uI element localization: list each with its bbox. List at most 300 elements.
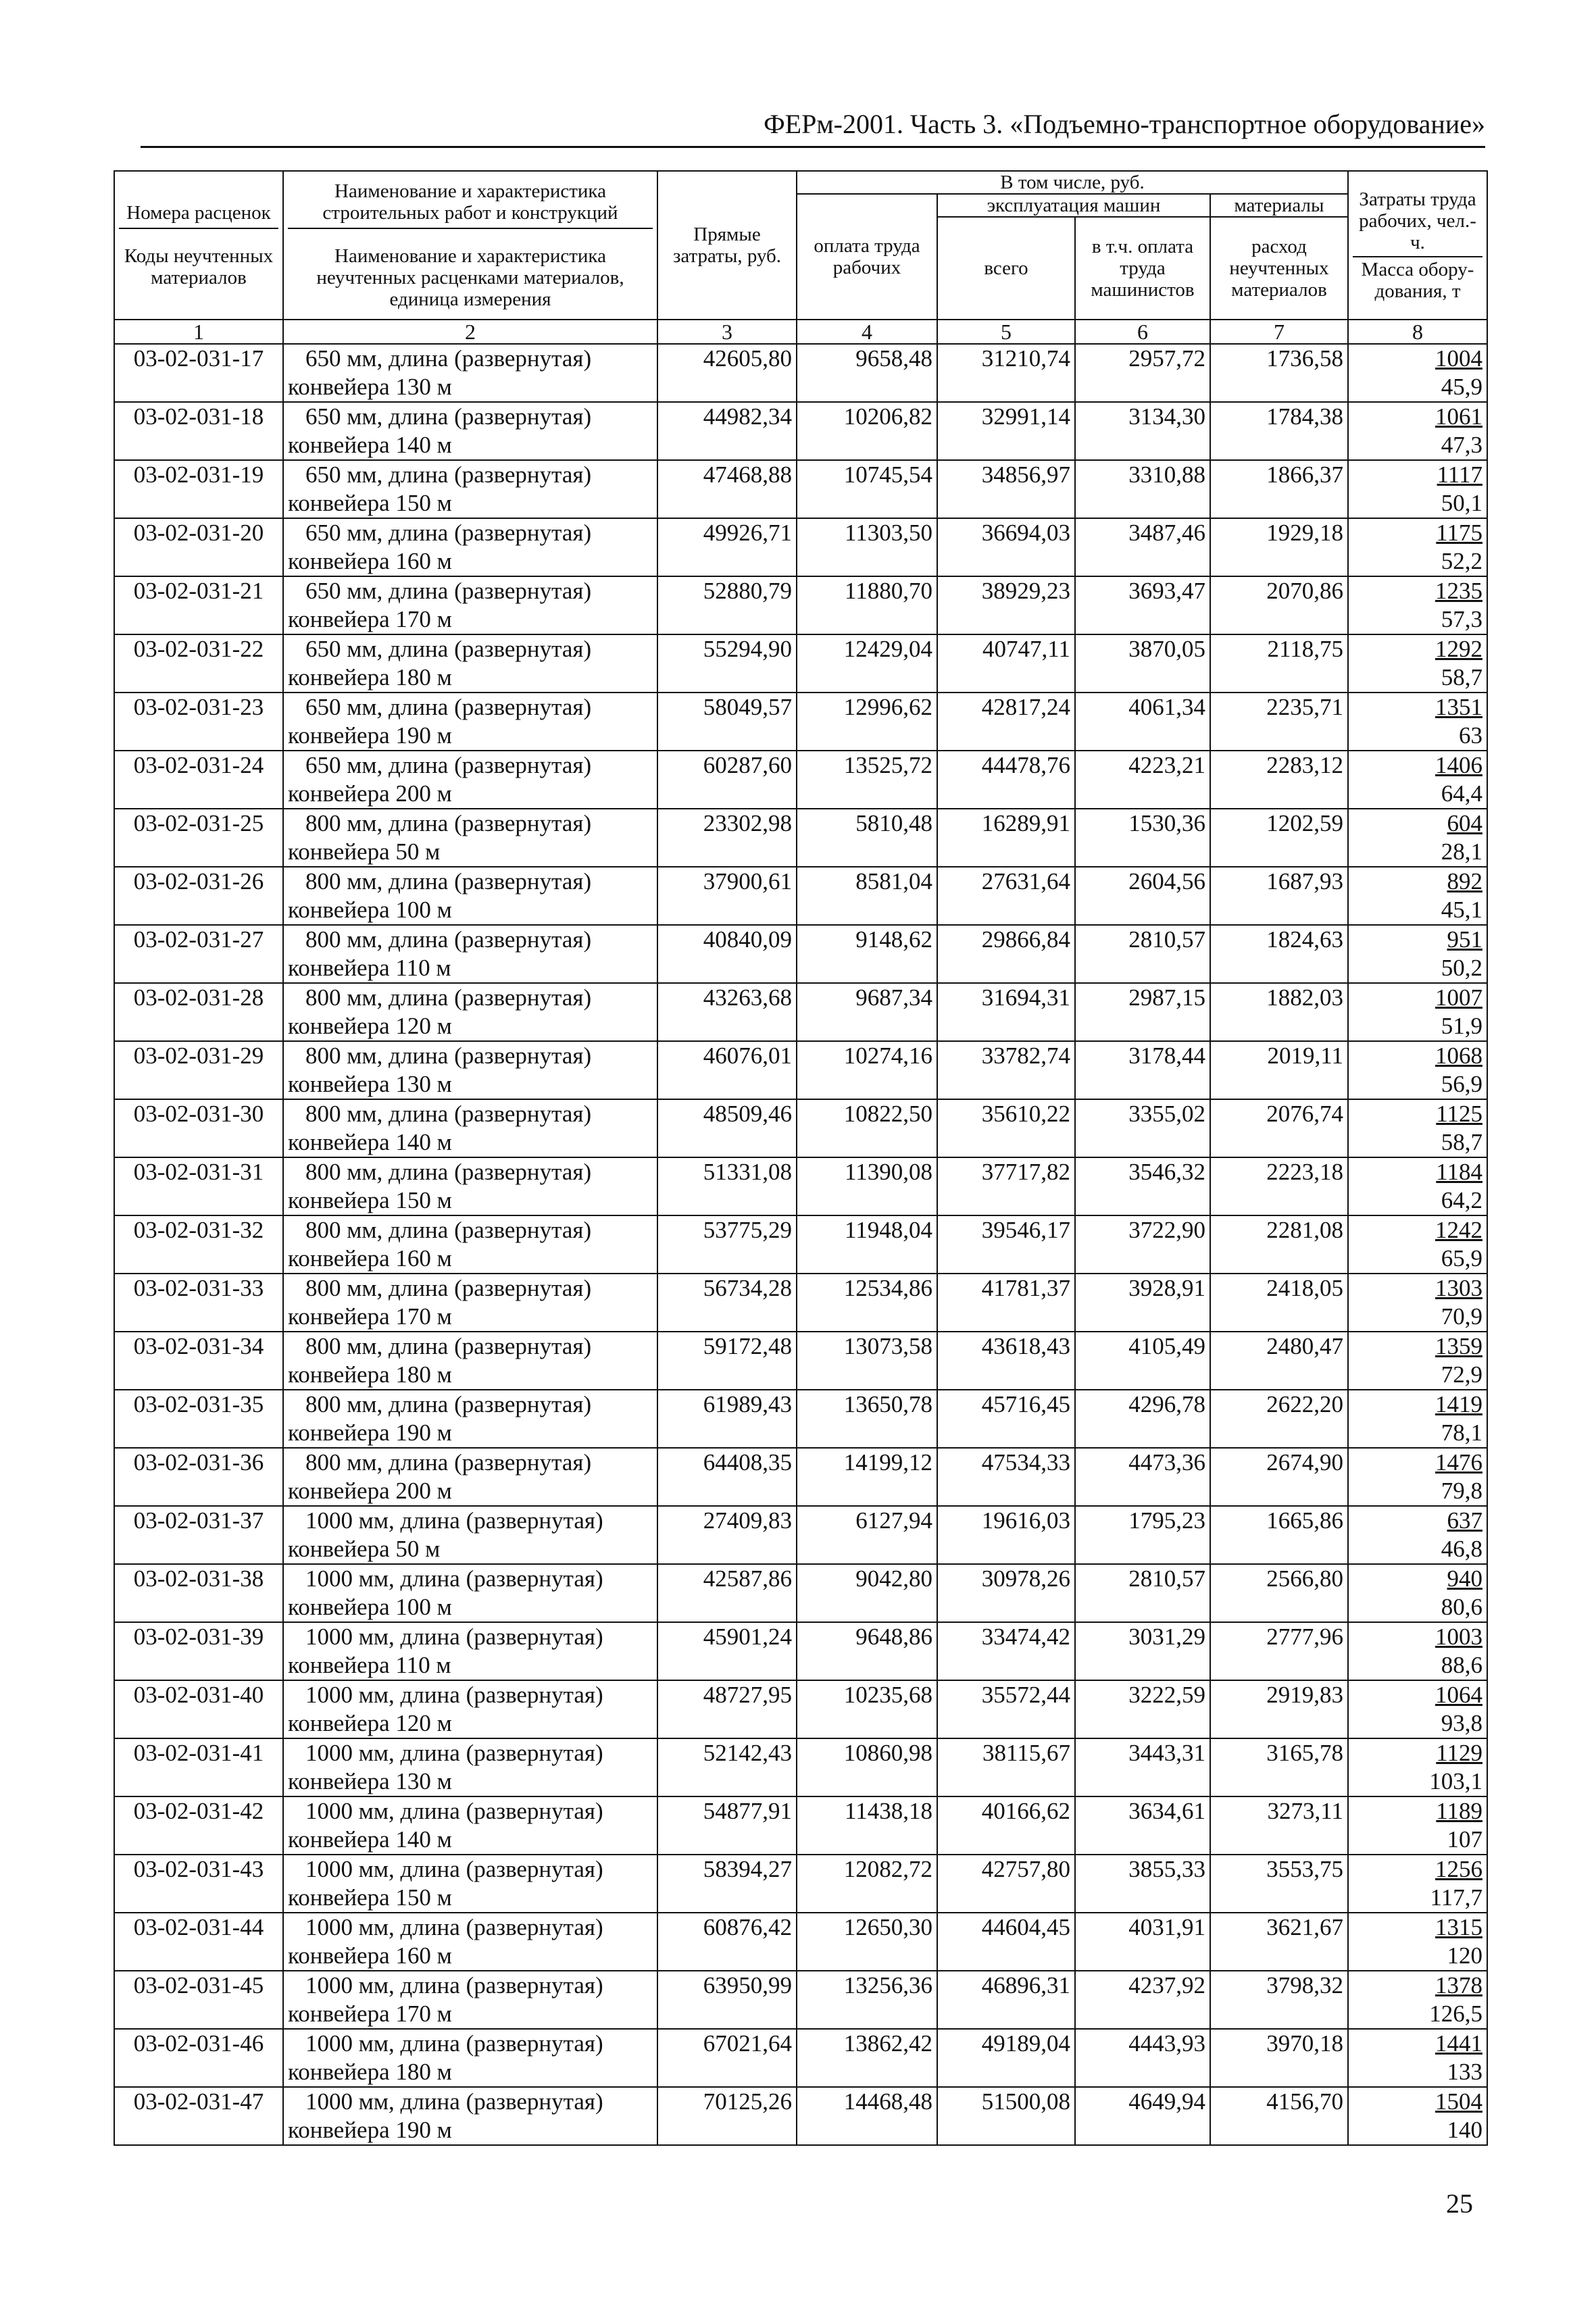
materials-cost: 1687,93 [1210,867,1348,925]
labor-hours: 1256 [1435,1856,1482,1882]
work-description-line1: 1000 мм, длина (развернутая) [305,1507,603,1534]
machinists-pay: 3722,90 [1075,1215,1210,1274]
work-description [283,1564,657,1622]
labor-and-mass [1348,1680,1487,1738]
rate-code: 03-02-031-39 [114,1622,283,1680]
rate-code: 03-02-031-22 [114,634,283,693]
materials-cost: 1824,63 [1210,925,1348,983]
machines-total: 31694,31 [937,983,1075,1041]
labor-and-mass [1348,1274,1487,1332]
work-description [283,1506,657,1564]
equipment-mass: 50,2 [1441,955,1482,981]
work-description [283,693,657,751]
page-header-title: ФЕРм-2001. Часть 3. «Подъемно-транспортное оборудование» [141,108,1485,148]
labor-hours: 1378 [1435,1972,1482,1998]
labor-hours: 1125 [1436,1101,1482,1127]
machinists-pay: 3928,91 [1075,1274,1210,1332]
work-description-line2: конвейера 100 м [288,897,452,923]
materials-cost: 1882,03 [1210,983,1348,1041]
work-description-line2: конвейера 150 м [288,1884,452,1911]
equipment-mass: 64,2 [1441,1187,1482,1213]
labor-pay: 10206,82 [797,402,937,460]
machinists-pay: 4649,94 [1075,2087,1210,2145]
labor-pay: 13650,78 [797,1390,937,1448]
work-description-line1: 1000 мм, длина (развернутая) [305,1914,603,1940]
machines-total: 51500,08 [937,2087,1075,2145]
header-labor-hours: Затраты труда рабочих, чел.-ч. [1359,188,1476,253]
work-description [283,1215,657,1274]
equipment-mass: 93,8 [1441,1710,1482,1736]
direct-costs: 37900,61 [657,867,797,925]
work-description [283,1796,657,1855]
labor-and-mass [1348,1448,1487,1506]
work-description [283,1680,657,1738]
machines-total: 42817,24 [937,693,1075,751]
machines-total: 40166,62 [937,1796,1075,1855]
labor-and-mass [1348,1796,1487,1855]
labor-pay: 12429,04 [797,634,937,693]
work-description-line1: 650 мм, длина (развернутая) [305,461,592,488]
equipment-mass: 58,7 [1441,1129,1482,1155]
work-description-line2: конвейера 120 м [288,1013,452,1039]
work-description-line2: конвейера 50 м [288,1536,441,1562]
labor-hours: 1315 [1435,1914,1482,1940]
work-description [283,1157,657,1215]
table-row [114,576,1487,634]
table-row [114,809,1487,867]
machinists-pay: 3693,47 [1075,576,1210,634]
machinists-pay: 3031,29 [1075,1622,1210,1680]
rate-code: 03-02-031-36 [114,1448,283,1506]
direct-costs: 45901,24 [657,1622,797,1680]
equipment-mass: 50,1 [1441,490,1482,516]
labor-pay: 11438,18 [797,1796,937,1855]
work-description-line2: конвейера 130 м [288,374,452,400]
work-description-line1: 650 мм, длина (развернутая) [305,403,592,430]
rate-code: 03-02-031-33 [114,1274,283,1332]
rate-code: 03-02-031-17 [114,344,283,402]
labor-hours: 951 [1447,926,1482,953]
rate-code: 03-02-031-47 [114,2087,283,2145]
equipment-mass: 65,9 [1441,1245,1482,1272]
equipment-mass: 103,1 [1429,1768,1482,1794]
direct-costs: 42587,86 [657,1564,797,1622]
direct-costs: 53775,29 [657,1215,797,1274]
rate-code: 03-02-031-41 [114,1738,283,1796]
header-incl-group: В том числе, руб. [797,171,1348,194]
table-row [114,751,1487,809]
direct-costs: 48509,46 [657,1099,797,1157]
labor-and-mass [1348,1971,1487,2029]
work-description [283,2029,657,2087]
materials-cost: 4156,70 [1210,2087,1348,2145]
materials-cost: 1784,38 [1210,402,1348,460]
machines-total: 33782,74 [937,1041,1075,1099]
machines-total: 42757,80 [937,1855,1075,1913]
machinists-pay: 3222,59 [1075,1680,1210,1738]
page-number: 25 [1446,2188,1473,2219]
work-description-line1: 650 мм, длина (развернутая) [305,578,592,604]
equipment-mass: 80,6 [1441,1594,1482,1620]
table-row [114,1041,1487,1099]
rate-code: 03-02-031-32 [114,1215,283,1274]
work-description-line2: конвейера 100 м [288,1594,452,1620]
work-description-line1: 650 мм, длина (развернутая) [305,694,592,720]
direct-costs: 46076,01 [657,1041,797,1099]
direct-costs: 64408,35 [657,1448,797,1506]
work-description [283,751,657,809]
table-row [114,1738,1487,1796]
materials-cost: 2418,05 [1210,1274,1348,1332]
labor-hours: 604 [1447,810,1482,836]
direct-costs: 63950,99 [657,1971,797,2029]
labor-and-mass [1348,460,1487,518]
equipment-mass: 126,5 [1429,2001,1482,2027]
work-description-line2: конвейера 130 м [288,1071,452,1097]
rate-code: 03-02-031-25 [114,809,283,867]
labor-pay: 11303,50 [797,518,937,576]
machinists-pay: 3855,33 [1075,1855,1210,1913]
machines-total: 31210,74 [937,344,1075,402]
header-machines-total: всего [937,217,1075,320]
work-description [283,983,657,1041]
materials-cost: 2566,80 [1210,1564,1348,1622]
equipment-mass: 88,6 [1441,1652,1482,1678]
labor-hours: 1406 [1435,752,1482,778]
direct-costs: 47468,88 [657,460,797,518]
materials-cost: 2480,47 [1210,1332,1348,1390]
direct-costs: 59172,48 [657,1332,797,1390]
labor-pay: 5810,48 [797,809,937,867]
machinists-pay: 3355,02 [1075,1099,1210,1157]
direct-costs: 55294,90 [657,634,797,693]
labor-hours: 1004 [1435,345,1482,372]
table-header [114,171,1487,344]
labor-and-mass [1348,925,1487,983]
work-description-line2: конвейера 50 м [288,838,441,865]
labor-hours: 1189 [1436,1798,1482,1824]
labor-hours: 940 [1447,1565,1482,1592]
direct-costs: 58049,57 [657,693,797,751]
labor-pay: 10860,98 [797,1738,937,1796]
labor-and-mass [1348,2029,1487,2087]
machinists-pay: 4061,34 [1075,693,1210,751]
materials-cost: 3970,18 [1210,2029,1348,2087]
machines-total: 29866,84 [937,925,1075,983]
labor-hours: 1003 [1435,1624,1482,1650]
labor-pay: 9148,62 [797,925,937,983]
rate-code: 03-02-031-26 [114,867,283,925]
materials-cost: 3165,78 [1210,1738,1348,1796]
work-description-line1: 800 мм, длина (развернутая) [305,868,592,895]
rates-table [114,170,1488,2146]
work-description [283,1390,657,1448]
direct-costs: 56734,28 [657,1274,797,1332]
table-row [114,1680,1487,1738]
direct-costs: 43263,68 [657,983,797,1041]
labor-and-mass [1348,518,1487,576]
work-description-line2: конвейера 140 м [288,1129,452,1155]
direct-costs: 60876,42 [657,1913,797,1971]
machines-total: 46896,31 [937,1971,1075,2029]
direct-costs: 44982,34 [657,402,797,460]
work-description [283,1971,657,2029]
labor-and-mass [1348,402,1487,460]
direct-costs: 52880,79 [657,576,797,634]
direct-costs: 58394,27 [657,1855,797,1913]
materials-cost: 3621,67 [1210,1913,1348,1971]
machines-total: 38929,23 [937,576,1075,634]
machinists-pay: 1530,36 [1075,809,1210,867]
table-row [114,634,1487,693]
materials-cost: 1736,58 [1210,344,1348,402]
rate-code: 03-02-031-27 [114,925,283,983]
labor-pay: 8581,04 [797,867,937,925]
header-rate-numbers: Номера расценок [119,202,278,229]
work-description-line2: конвейера 160 м [288,1942,452,1969]
labor-hours: 1007 [1435,984,1482,1011]
materials-cost: 1665,86 [1210,1506,1348,1564]
machines-total: 36694,03 [937,518,1075,576]
machinists-pay: 3178,44 [1075,1041,1210,1099]
labor-hours: 1351 [1435,694,1482,720]
work-description [283,1855,657,1913]
rate-code: 03-02-031-31 [114,1157,283,1215]
work-description-line2: конвейера 200 м [288,1478,452,1504]
machinists-pay: 3546,32 [1075,1157,1210,1215]
direct-costs: 52142,43 [657,1738,797,1796]
work-description-line2: конвейера 190 м [288,1419,452,1446]
equipment-mass: 117,7 [1430,1884,1482,1911]
labor-and-mass [1348,1157,1487,1215]
labor-hours: 1129 [1436,1740,1482,1766]
equipment-mass: 47,3 [1441,432,1482,458]
work-description [283,2087,657,2145]
rate-code: 03-02-031-34 [114,1332,283,1390]
work-description-line1: 1000 мм, длина (развернутая) [305,1972,603,1998]
labor-pay: 12534,86 [797,1274,937,1332]
labor-and-mass [1348,1215,1487,1274]
direct-costs: 49926,71 [657,518,797,576]
table-row [114,983,1487,1041]
machines-total: 37717,82 [937,1157,1075,1215]
work-description-line2: конвейера 180 м [288,2059,452,2085]
header-labor-pay: оплата труда рабочих [797,194,937,320]
machines-total: 35610,22 [937,1099,1075,1157]
column-number: 3 [657,320,797,344]
materials-cost: 2235,71 [1210,693,1348,751]
materials-cost: 3553,75 [1210,1855,1348,1913]
direct-costs: 70125,26 [657,2087,797,2145]
work-description-line2: конвейера 180 м [288,1361,452,1388]
labor-pay: 9658,48 [797,344,937,402]
rate-code: 03-02-031-29 [114,1041,283,1099]
labor-hours: 1068 [1435,1042,1482,1069]
work-description-line1: 650 мм, длина (развернутая) [305,520,592,546]
labor-and-mass [1348,2087,1487,2145]
labor-pay: 9648,86 [797,1622,937,1680]
work-description [283,809,657,867]
equipment-mass: 28,1 [1441,838,1482,865]
labor-pay: 11948,04 [797,1215,937,1274]
machinists-pay: 2810,57 [1075,1564,1210,1622]
labor-and-mass [1348,867,1487,925]
materials-cost: 1929,18 [1210,518,1348,576]
labor-hours: 1441 [1435,2030,1482,2057]
work-description-line2: конвейера 160 м [288,548,452,574]
labor-and-mass [1348,1913,1487,1971]
table-row [114,1157,1487,1215]
table-row [114,2087,1487,2145]
table-row [114,460,1487,518]
direct-costs: 42605,80 [657,344,797,402]
work-description [283,344,657,402]
work-description-line1: 650 мм, длина (развернутая) [305,636,592,662]
work-description-line2: конвейера 120 м [288,1710,452,1736]
header-names [283,171,657,320]
labor-pay: 10822,50 [797,1099,937,1157]
table-row [114,2029,1487,2087]
machinists-pay: 3634,61 [1075,1796,1210,1855]
machinists-pay: 2810,57 [1075,925,1210,983]
column-number: 5 [937,320,1075,344]
labor-and-mass [1348,1738,1487,1796]
direct-costs: 51331,08 [657,1157,797,1215]
work-description-line1: 1000 мм, длина (развернутая) [305,2030,603,2057]
labor-and-mass [1348,1332,1487,1390]
labor-hours: 1476 [1435,1449,1482,1476]
machinists-pay: 2604,56 [1075,867,1210,925]
header-direct-costs: Прямые затраты, руб. [657,171,797,320]
table-row [114,1332,1487,1390]
table-row [114,1390,1487,1448]
machinists-pay: 4443,93 [1075,2029,1210,2087]
work-description-line1: 800 мм, длина (развернутая) [305,1217,592,1243]
header-labor-mass [1348,171,1487,320]
labor-pay: 12082,72 [797,1855,937,1913]
work-description-line2: конвейера 170 м [288,1303,452,1330]
labor-hours: 892 [1447,868,1482,895]
labor-pay: 14468,48 [797,2087,937,2145]
materials-cost: 2919,83 [1210,1680,1348,1738]
work-description-line1: 1000 мм, длина (развернутая) [305,1624,603,1650]
labor-pay: 11390,08 [797,1157,937,1215]
table-row [114,402,1487,460]
rate-code: 03-02-031-35 [114,1390,283,1448]
materials-cost: 2281,08 [1210,1215,1348,1274]
table-row [114,1564,1487,1622]
machines-total: 30978,26 [937,1564,1075,1622]
header-material-codes: Коды неучтенных материалов [124,245,274,288]
materials-cost: 2223,18 [1210,1157,1348,1215]
machines-total: 47534,33 [937,1448,1075,1506]
labor-pay: 13256,36 [797,1971,937,2029]
work-description-line2: конвейера 140 м [288,432,452,458]
materials-cost: 2019,11 [1210,1041,1348,1099]
machines-total: 16289,91 [937,809,1075,867]
labor-pay: 13073,58 [797,1332,937,1390]
rate-code: 03-02-031-18 [114,402,283,460]
materials-cost: 3273,11 [1210,1796,1348,1855]
rate-code: 03-02-031-23 [114,693,283,751]
rate-code: 03-02-031-30 [114,1099,283,1157]
materials-cost: 2118,75 [1210,634,1348,693]
equipment-mass: 107 [1447,1826,1482,1853]
equipment-mass: 63 [1459,722,1482,749]
work-description-line1: 800 мм, длина (развернутая) [305,1101,592,1127]
labor-pay: 11880,70 [797,576,937,634]
equipment-mass: 133 [1447,2059,1482,2085]
header-codes [114,171,283,320]
machinists-pay: 4237,92 [1075,1971,1210,2029]
rate-code: 03-02-031-40 [114,1680,283,1738]
column-number: 2 [283,320,657,344]
work-description-line1: 800 мм, длина (развернутая) [305,984,592,1011]
direct-costs: 61989,43 [657,1390,797,1448]
work-description-line1: 800 мм, длина (развернутая) [305,1391,592,1417]
labor-and-mass [1348,1390,1487,1448]
machines-total: 40747,11 [937,634,1075,693]
machinists-pay: 4296,78 [1075,1390,1210,1448]
machines-total: 45716,45 [937,1390,1075,1448]
work-description-line1: 1000 мм, длина (развернутая) [305,2088,603,2115]
labor-and-mass [1348,1041,1487,1099]
equipment-mass: 72,9 [1441,1361,1482,1388]
rate-code: 03-02-031-43 [114,1855,283,1913]
work-description-line1: 650 мм, длина (развернутая) [305,345,592,372]
machinists-pay: 3487,46 [1075,518,1210,576]
work-description-line1: 1000 мм, длина (развернутая) [305,1740,603,1766]
direct-costs: 27409,83 [657,1506,797,1564]
equipment-mass: 79,8 [1441,1478,1482,1504]
labor-and-mass [1348,1564,1487,1622]
machines-total: 38115,67 [937,1738,1075,1796]
materials-cost: 2622,20 [1210,1390,1348,1448]
work-description-line2: конвейера 200 м [288,780,452,807]
work-description-line1: 1000 мм, длина (развернутая) [305,1856,603,1882]
work-description-line2: конвейера 140 м [288,1826,452,1853]
rate-code: 03-02-031-21 [114,576,283,634]
rate-code: 03-02-031-20 [114,518,283,576]
work-description-line1: 650 мм, длина (развернутая) [305,752,592,778]
labor-pay: 9687,34 [797,983,937,1041]
machines-total: 33474,42 [937,1622,1075,1680]
machinists-pay: 4473,36 [1075,1448,1210,1506]
rate-code: 03-02-031-46 [114,2029,283,2087]
work-description-line1: 800 мм, длина (развернутая) [305,926,592,953]
machines-total: 27631,64 [937,867,1075,925]
work-description-line1: 1000 мм, длина (развернутая) [305,1682,603,1708]
column-number-row [114,320,1487,344]
table-row [114,344,1487,402]
labor-and-mass [1348,576,1487,634]
machinists-pay: 4105,49 [1075,1332,1210,1390]
rate-code: 03-02-031-38 [114,1564,283,1622]
materials-cost: 1866,37 [1210,460,1348,518]
machinists-pay: 3134,30 [1075,402,1210,460]
labor-pay: 12650,30 [797,1913,937,1971]
header-equipment-mass: Масса обору- дования, т [1353,256,1482,302]
equipment-mass: 140 [1447,2117,1482,2143]
materials-cost: 2283,12 [1210,751,1348,809]
labor-and-mass [1348,1099,1487,1157]
equipment-mass: 64,4 [1441,780,1482,807]
labor-hours: 1359 [1435,1333,1482,1359]
table-row [114,1506,1487,1564]
labor-and-mass [1348,809,1487,867]
table-row [114,518,1487,576]
labor-pay: 6127,94 [797,1506,937,1564]
